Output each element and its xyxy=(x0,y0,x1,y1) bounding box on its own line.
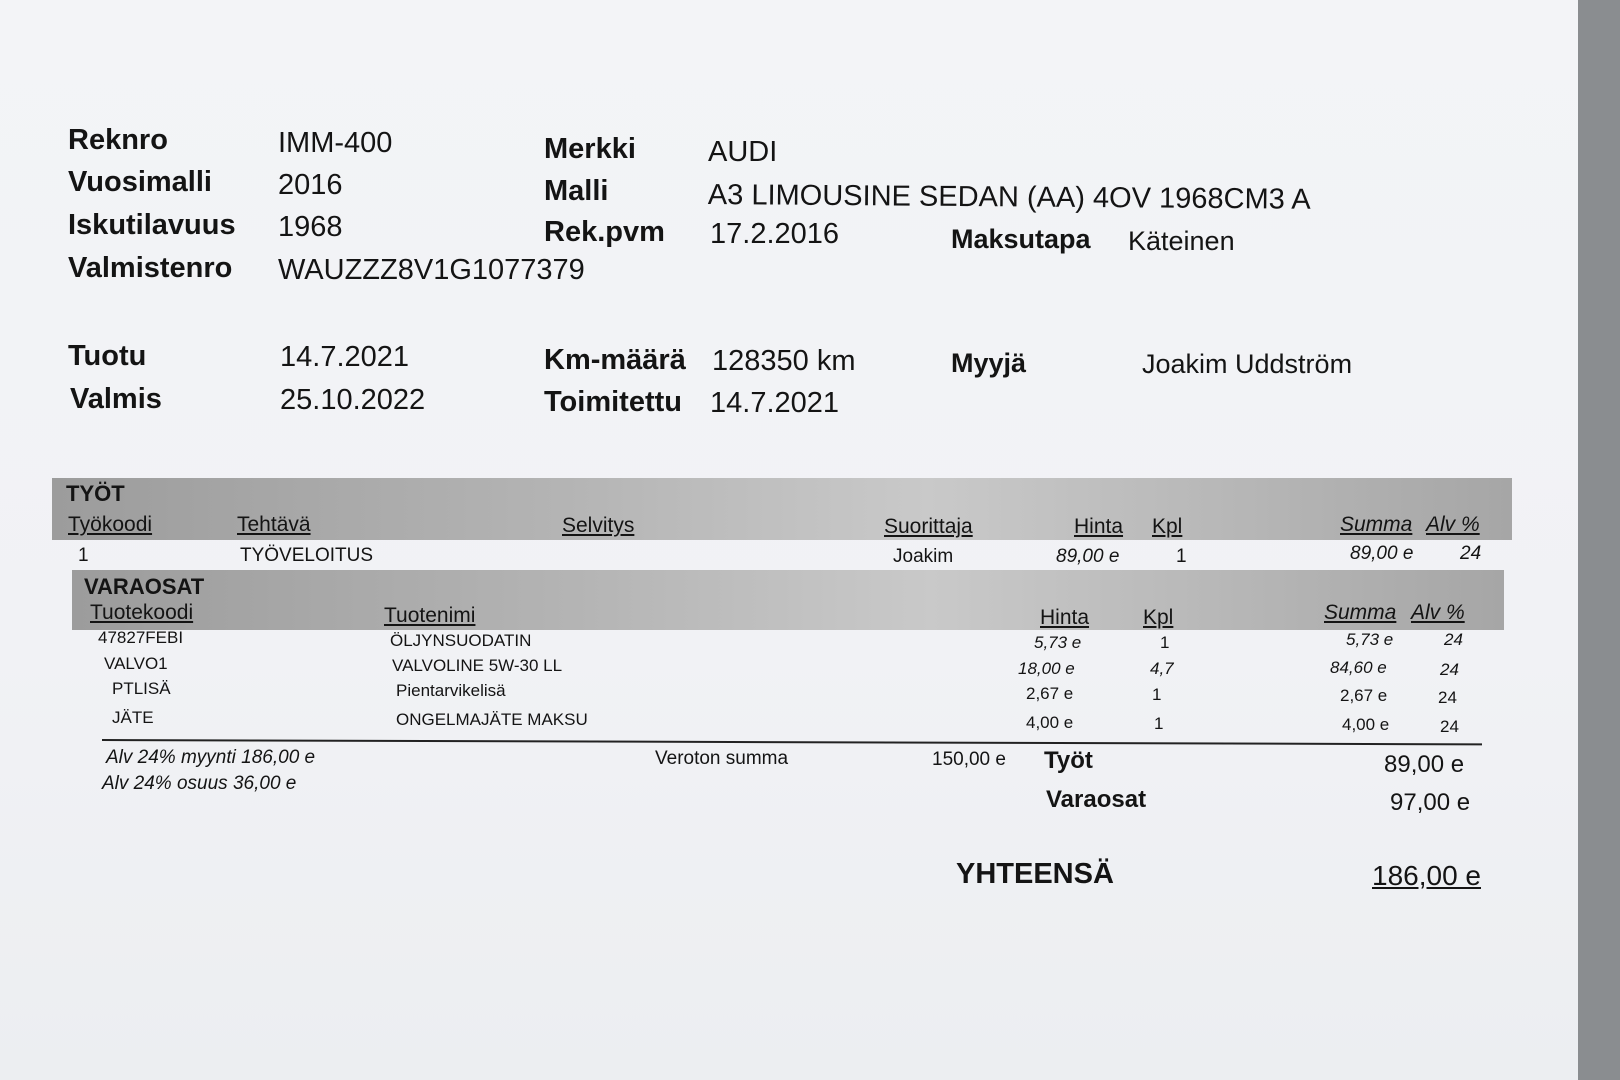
maksutapa-value: Käteinen xyxy=(1128,226,1235,256)
varaosat-row-summa: 4,00 e xyxy=(1342,715,1390,734)
tyot-row-alv: 24 xyxy=(1460,543,1482,564)
totals-varaosat-value: 97,00 e xyxy=(1390,789,1471,816)
tyot-header-alv: Alv % xyxy=(1426,513,1480,536)
vuosimalli-label: Vuosimalli xyxy=(68,166,212,198)
valmistenro-value: WAUZZZ8V1G1077379 xyxy=(278,254,585,286)
tyot-header-suorittaja: Suorittaja xyxy=(884,515,973,538)
varaosat-header-tuotekoodi: Tuotekoodi xyxy=(90,601,194,624)
rekpvm-value: 17.2.2016 xyxy=(710,218,840,250)
tyot-row-hinta: 89,00 e xyxy=(1056,546,1120,567)
myyja-label: Myyjä xyxy=(951,348,1027,378)
varaosat-row-kpl: 1 xyxy=(1160,633,1170,652)
varaosat-row-kpl: 4,7 xyxy=(1150,659,1174,678)
vuosimalli-value: 2016 xyxy=(278,169,343,201)
tuotu-value: 14.7.2021 xyxy=(280,341,410,373)
varaosat-row-summa: 84,60 e xyxy=(1330,658,1387,677)
totals-varaosat-label: Varaosat xyxy=(1046,786,1147,813)
varaosat-row-summa: 2,67 e xyxy=(1340,686,1388,705)
tyot-row-summa: 89,00 e xyxy=(1350,543,1414,564)
varaosat-section-label: VARAOSAT xyxy=(84,574,205,599)
varaosat-row-hinta: 18,00 e xyxy=(1018,659,1075,678)
varaosat-header-band xyxy=(72,570,1504,630)
tyot-row-tehtava: TYÖVELOITUS xyxy=(240,545,374,566)
varaosat-row-kpl: 1 xyxy=(1152,685,1162,704)
veroton-label: Veroton summa xyxy=(655,748,789,769)
varaosat-header-kpl: Kpl xyxy=(1143,606,1174,629)
iskutilavuus-value: 1968 xyxy=(278,211,343,243)
varaosat-row-nimi: ONGELMAJÄTE MAKSU xyxy=(396,710,588,729)
reknro-label: Reknro xyxy=(68,124,168,156)
km-label: Km-määrä xyxy=(544,344,686,376)
tuotu-label: Tuotu xyxy=(68,340,147,372)
varaosat-row-hinta: 4,00 e xyxy=(1026,713,1074,732)
varaosat-header-tuotenimi: Tuotenimi xyxy=(384,604,476,627)
varaosat-row-alv: 24 xyxy=(1440,660,1459,679)
varaosat-header-alv: Alv % xyxy=(1411,601,1465,624)
tyot-header-summa: Summa xyxy=(1340,513,1413,536)
varaosat-row-koodi: VALVO1 xyxy=(104,654,168,673)
varaosat-row-nimi: VALVOLINE 5W-30 LL xyxy=(392,656,563,675)
varaosat-header-summa: Summa xyxy=(1324,601,1397,624)
tyot-row-koodi: 1 xyxy=(78,545,89,566)
merkki-label: Merkki xyxy=(544,133,636,165)
varaosat-row-koodi: PTLISÄ xyxy=(112,679,171,698)
varaosat-header-hinta: Hinta xyxy=(1040,606,1090,629)
tyot-header-tehtava: Tehtävä xyxy=(237,513,311,536)
valmis-value: 25.10.2022 xyxy=(280,384,426,416)
malli-value: A3 LIMOUSINE SEDAN (AA) 4OV 1968CM3 A xyxy=(707,179,1311,216)
varaosat-row-hinta: 5,73 e xyxy=(1034,633,1082,652)
varaosat-row-koodi: 47827FEBI xyxy=(98,628,184,647)
alv-osuus: Alv 24% osuus 36,00 e xyxy=(102,773,297,794)
tyot-row-suorittaja: Joakim xyxy=(893,546,954,567)
tyot-header-hinta: Hinta xyxy=(1074,515,1124,538)
totals-tyot-label: Työt xyxy=(1044,747,1093,774)
varaosat-row-summa: 5,73 e xyxy=(1346,630,1394,649)
tyot-row-kpl: 1 xyxy=(1176,546,1187,567)
merkki-value: AUDI xyxy=(708,136,778,168)
malli-label: Malli xyxy=(544,175,609,207)
maksutapa-label: Maksutapa xyxy=(951,224,1091,254)
alv-myynti: Alv 24% myynti 186,00 e xyxy=(106,747,316,768)
varaosat-row-kpl: 1 xyxy=(1154,714,1164,733)
yhteensa-label: YHTEENSÄ xyxy=(956,858,1114,890)
varaosat-row-koodi: JÄTE xyxy=(112,708,154,727)
varaosat-row-alv: 24 xyxy=(1440,717,1459,736)
toimitettu-label: Toimitettu xyxy=(544,386,682,418)
varaosat-row-nimi: ÖLJYNSUODATIN xyxy=(390,631,532,650)
totals-tyot-value: 89,00 e xyxy=(1384,751,1465,778)
veroton-value: 150,00 e xyxy=(932,749,1006,770)
varaosat-row-alv: 24 xyxy=(1444,630,1463,649)
toimitettu-value: 14.7.2021 xyxy=(710,387,840,419)
tyot-header-kpl: Kpl xyxy=(1152,515,1183,538)
varaosat-row-alv: 24 xyxy=(1438,688,1457,707)
tyot-header-selvitys: Selvitys xyxy=(562,514,635,537)
varaosat-row-nimi: Pientarvikelisä xyxy=(396,681,506,700)
km-value: 128350 km xyxy=(712,345,856,377)
valmis-label: Valmis xyxy=(70,383,162,415)
varaosat-row-hinta: 2,67 e xyxy=(1026,684,1074,703)
totals-divider xyxy=(102,739,1482,745)
tyot-section-label: TYÖT xyxy=(66,481,125,506)
rekpvm-label: Rek.pvm xyxy=(544,216,665,248)
tyot-header-tyokoodi: Työkoodi xyxy=(68,513,153,536)
valmistenro-label: Valmistenro xyxy=(68,252,233,284)
iskutilavuus-label: Iskutilavuus xyxy=(68,209,236,241)
reknro-value: IMM-400 xyxy=(278,127,393,159)
myyja-value: Joakim Uddström xyxy=(1142,349,1353,379)
yhteensa-value: 186,00 e xyxy=(1372,860,1481,891)
